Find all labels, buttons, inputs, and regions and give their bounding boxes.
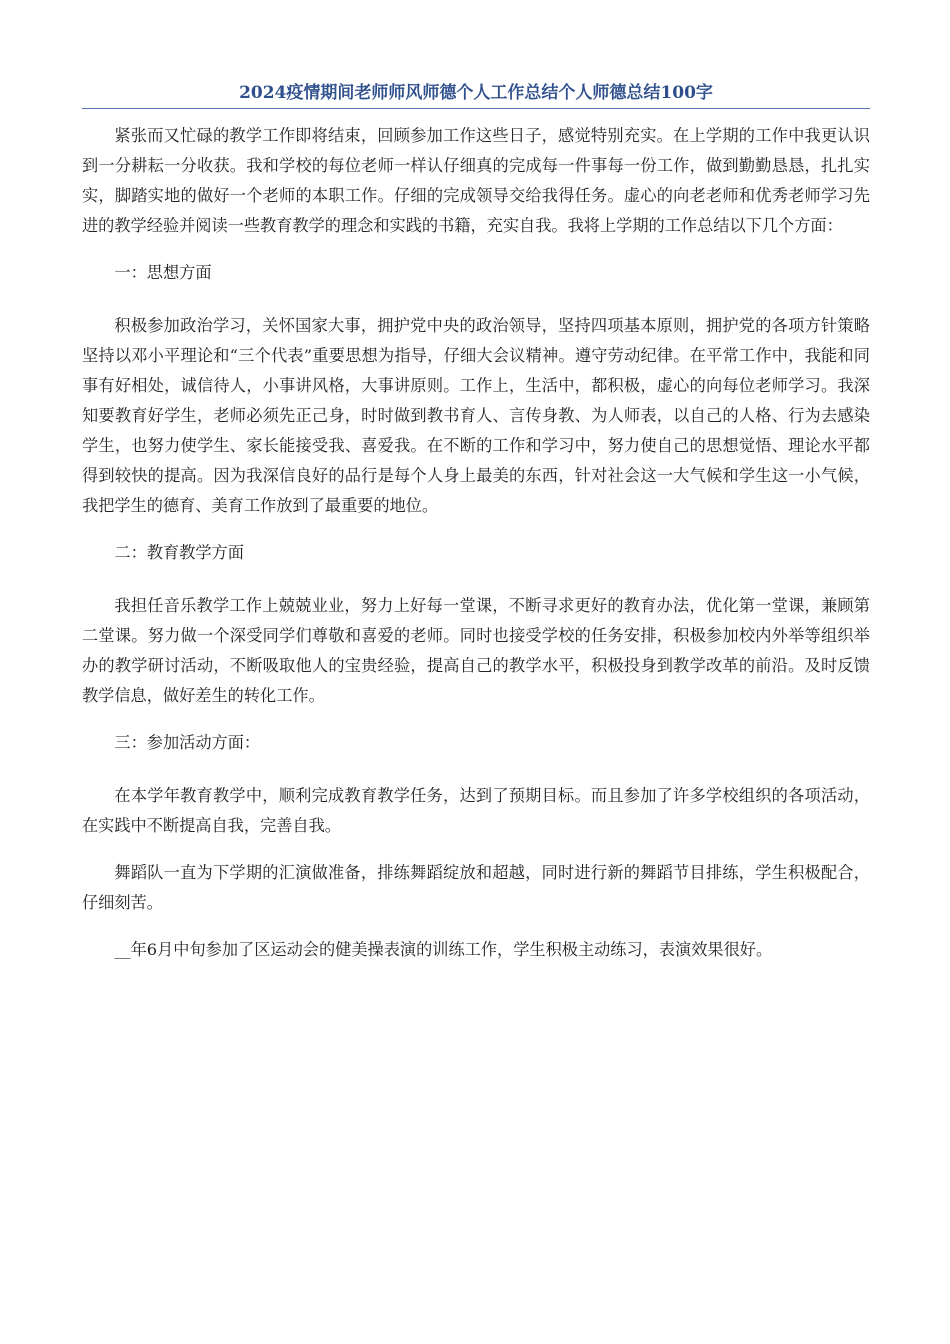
paragraph-dance-team: 舞蹈队一直为下学期的汇演做准备，排练舞蹈绽放和超越，同时进行新的舞蹈节目排练，学生积极配合，仔细刻苦。 xyxy=(82,863,870,912)
paragraph-intro: 紧张而又忙碌的教学工作即将结束，回顾参加工作这些日子，感觉特别充实。在上学期的工作中我更认识到一分耕耘一分收获。我和学校的每位老师一样认仔细真的完成每一件事每一份工作，做到勤勤恳恳，扎扎实实，脚踏实地的做好一个老师的本职工作。仔细的完成领导交给我得任务。虚心的向老老师和优秀老师学习先进的教学经验并阅读一些教育教学的理念和实践的书籍，充实自我。我将上学期的工作总结以下几个方面： xyxy=(82,126,870,235)
document-title: 2024疫情期间老师师风师德个人工作总结个人师德总结100字 xyxy=(82,80,870,109)
paragraph-activities: 在本学年教育教学中，顺利完成教育教学任务，达到了预期目标。而且参加了许多学校组织的各项活动，在实践中不断提高自我，完善自我。 xyxy=(82,786,870,835)
document-page xyxy=(82,80,870,982)
section-heading-activities: 三：参加活动方面： xyxy=(114,733,261,752)
section-heading-teaching: 二：教育教学方面 xyxy=(114,543,244,562)
document-body xyxy=(82,121,870,965)
paragraph-thought: 积极参加政治学习，关怀国家大事，拥护党中央的政治领导，坚持四项基本原则，拥护党的各项方针策略坚持以邓小平理论和“三个代表”重要思想为指导，仔细大会议精神。遵守劳动纪律。在平常工作中，我能和同事有好相处，诚信待人，小事讲风格，大事讲原则。工作上，生活中，都积极，虚心的向每位老师学习。我深知要教育好学生，老师必须先正己身，时时做到教书育人、言传身教、为人师表，以自己的人格、行为去感染学生，也努力使学生、家长能接受我、喜爱我。在不断的工作和学习中，努力使自己的思想觉悟、理论水平都得到较快的提高。因为我深信良好的品行是每个人身上最美的东西，针对社会这一大气候和学生这一小气候，我把学生的德育、美育工作放到了最重要的地位。 xyxy=(82,316,870,515)
section-heading-thought: 一：思想方面 xyxy=(114,263,212,282)
paragraph-teaching: 我担任音乐教学工作上兢兢业业，努力上好每一堂课，不断寻求更好的教育办法，优化第一堂课，兼顾第二堂课。努力做一个深受同学们尊敬和喜爱的老师。同时也接受学校的任务安排，积极参加校内外举等组织举办的教学研讨活动，不断吸取他人的宝贵经验，提高自己的教学水平，积极投身到教学改革的前沿。及时反馈教学信息，做好差生的转化工作。 xyxy=(82,596,870,705)
paragraph-sports-meet: __年6月中旬参加了区运动会的健美操表演的训练工作，学生积极主动练习，表演效果很好。 xyxy=(114,940,773,959)
